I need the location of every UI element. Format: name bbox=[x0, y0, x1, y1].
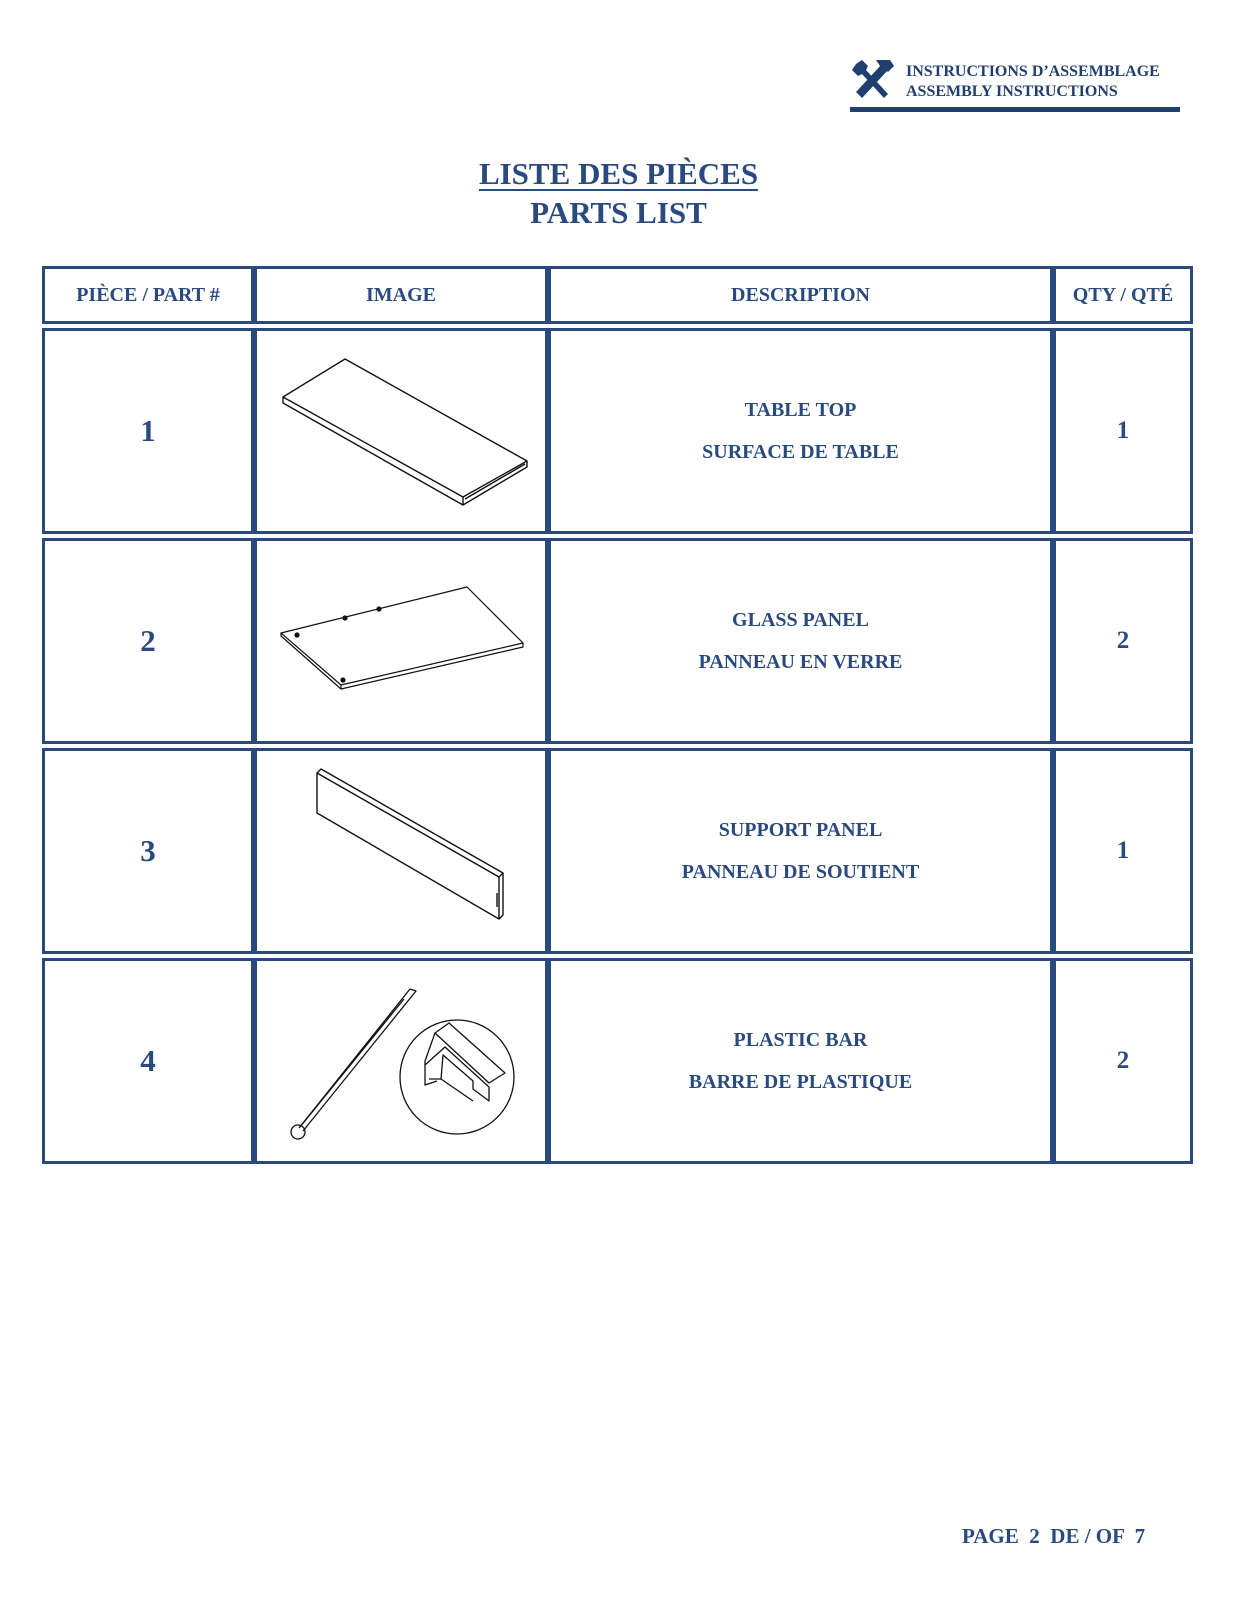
part-image bbox=[254, 328, 548, 534]
table-header-part: PIÈCE / PART # bbox=[42, 266, 254, 324]
table-top-drawing bbox=[257, 331, 545, 531]
header-line-french: INSTRUCTIONS D’ASSEMBLAGE bbox=[906, 63, 1160, 80]
part-image bbox=[254, 748, 548, 954]
part-description bbox=[548, 328, 1053, 534]
page-title-french-text: LISTE DES PIÈCES bbox=[478, 156, 759, 191]
part-description bbox=[548, 748, 1053, 954]
page-header bbox=[850, 58, 1180, 114]
description-french: SURFACE DE TABLE bbox=[702, 441, 899, 463]
part-number: 2 bbox=[42, 538, 254, 744]
part-quantity: 2 bbox=[1053, 958, 1193, 1164]
part-description bbox=[548, 958, 1053, 1164]
page-number: PAGE 2 DE / OF 7 bbox=[962, 1524, 1146, 1548]
description-french: BARRE DE PLASTIQUE bbox=[688, 1071, 913, 1093]
table-header-qty: QTY / QTÉ bbox=[1053, 266, 1193, 324]
header-text bbox=[906, 62, 1160, 102]
header-rule bbox=[850, 107, 1180, 112]
support-panel-drawing bbox=[257, 751, 545, 951]
plastic-bar-drawing bbox=[257, 961, 545, 1161]
table-header-image: IMAGE bbox=[254, 266, 548, 324]
part-number: 3 bbox=[42, 748, 254, 954]
description-french: PANNEAU DE SOUTIENT bbox=[681, 861, 920, 883]
page-title-french bbox=[0, 156, 1237, 192]
description-french: PANNEAU EN VERRE bbox=[698, 651, 903, 673]
glass-panel-drawing bbox=[257, 541, 545, 741]
description-english: PLASTIC BAR bbox=[733, 1029, 868, 1051]
part-quantity: 1 bbox=[1053, 328, 1193, 534]
description-english: TABLE TOP bbox=[744, 399, 857, 421]
table-header-description: DESCRIPTION bbox=[548, 266, 1053, 324]
part-quantity: 2 bbox=[1053, 538, 1193, 744]
page-title-english: PARTS LIST bbox=[530, 195, 707, 230]
description-english: GLASS PANEL bbox=[732, 609, 869, 631]
tools-icon bbox=[850, 58, 894, 104]
part-image bbox=[254, 538, 548, 744]
part-quantity: 1 bbox=[1053, 748, 1193, 954]
header-line-english: ASSEMBLY INSTRUCTIONS bbox=[906, 83, 1118, 100]
part-description bbox=[548, 538, 1053, 744]
part-number: 4 bbox=[42, 958, 254, 1164]
part-number: 1 bbox=[42, 328, 254, 534]
description-english: SUPPORT PANEL bbox=[718, 819, 883, 841]
part-image bbox=[254, 958, 548, 1164]
